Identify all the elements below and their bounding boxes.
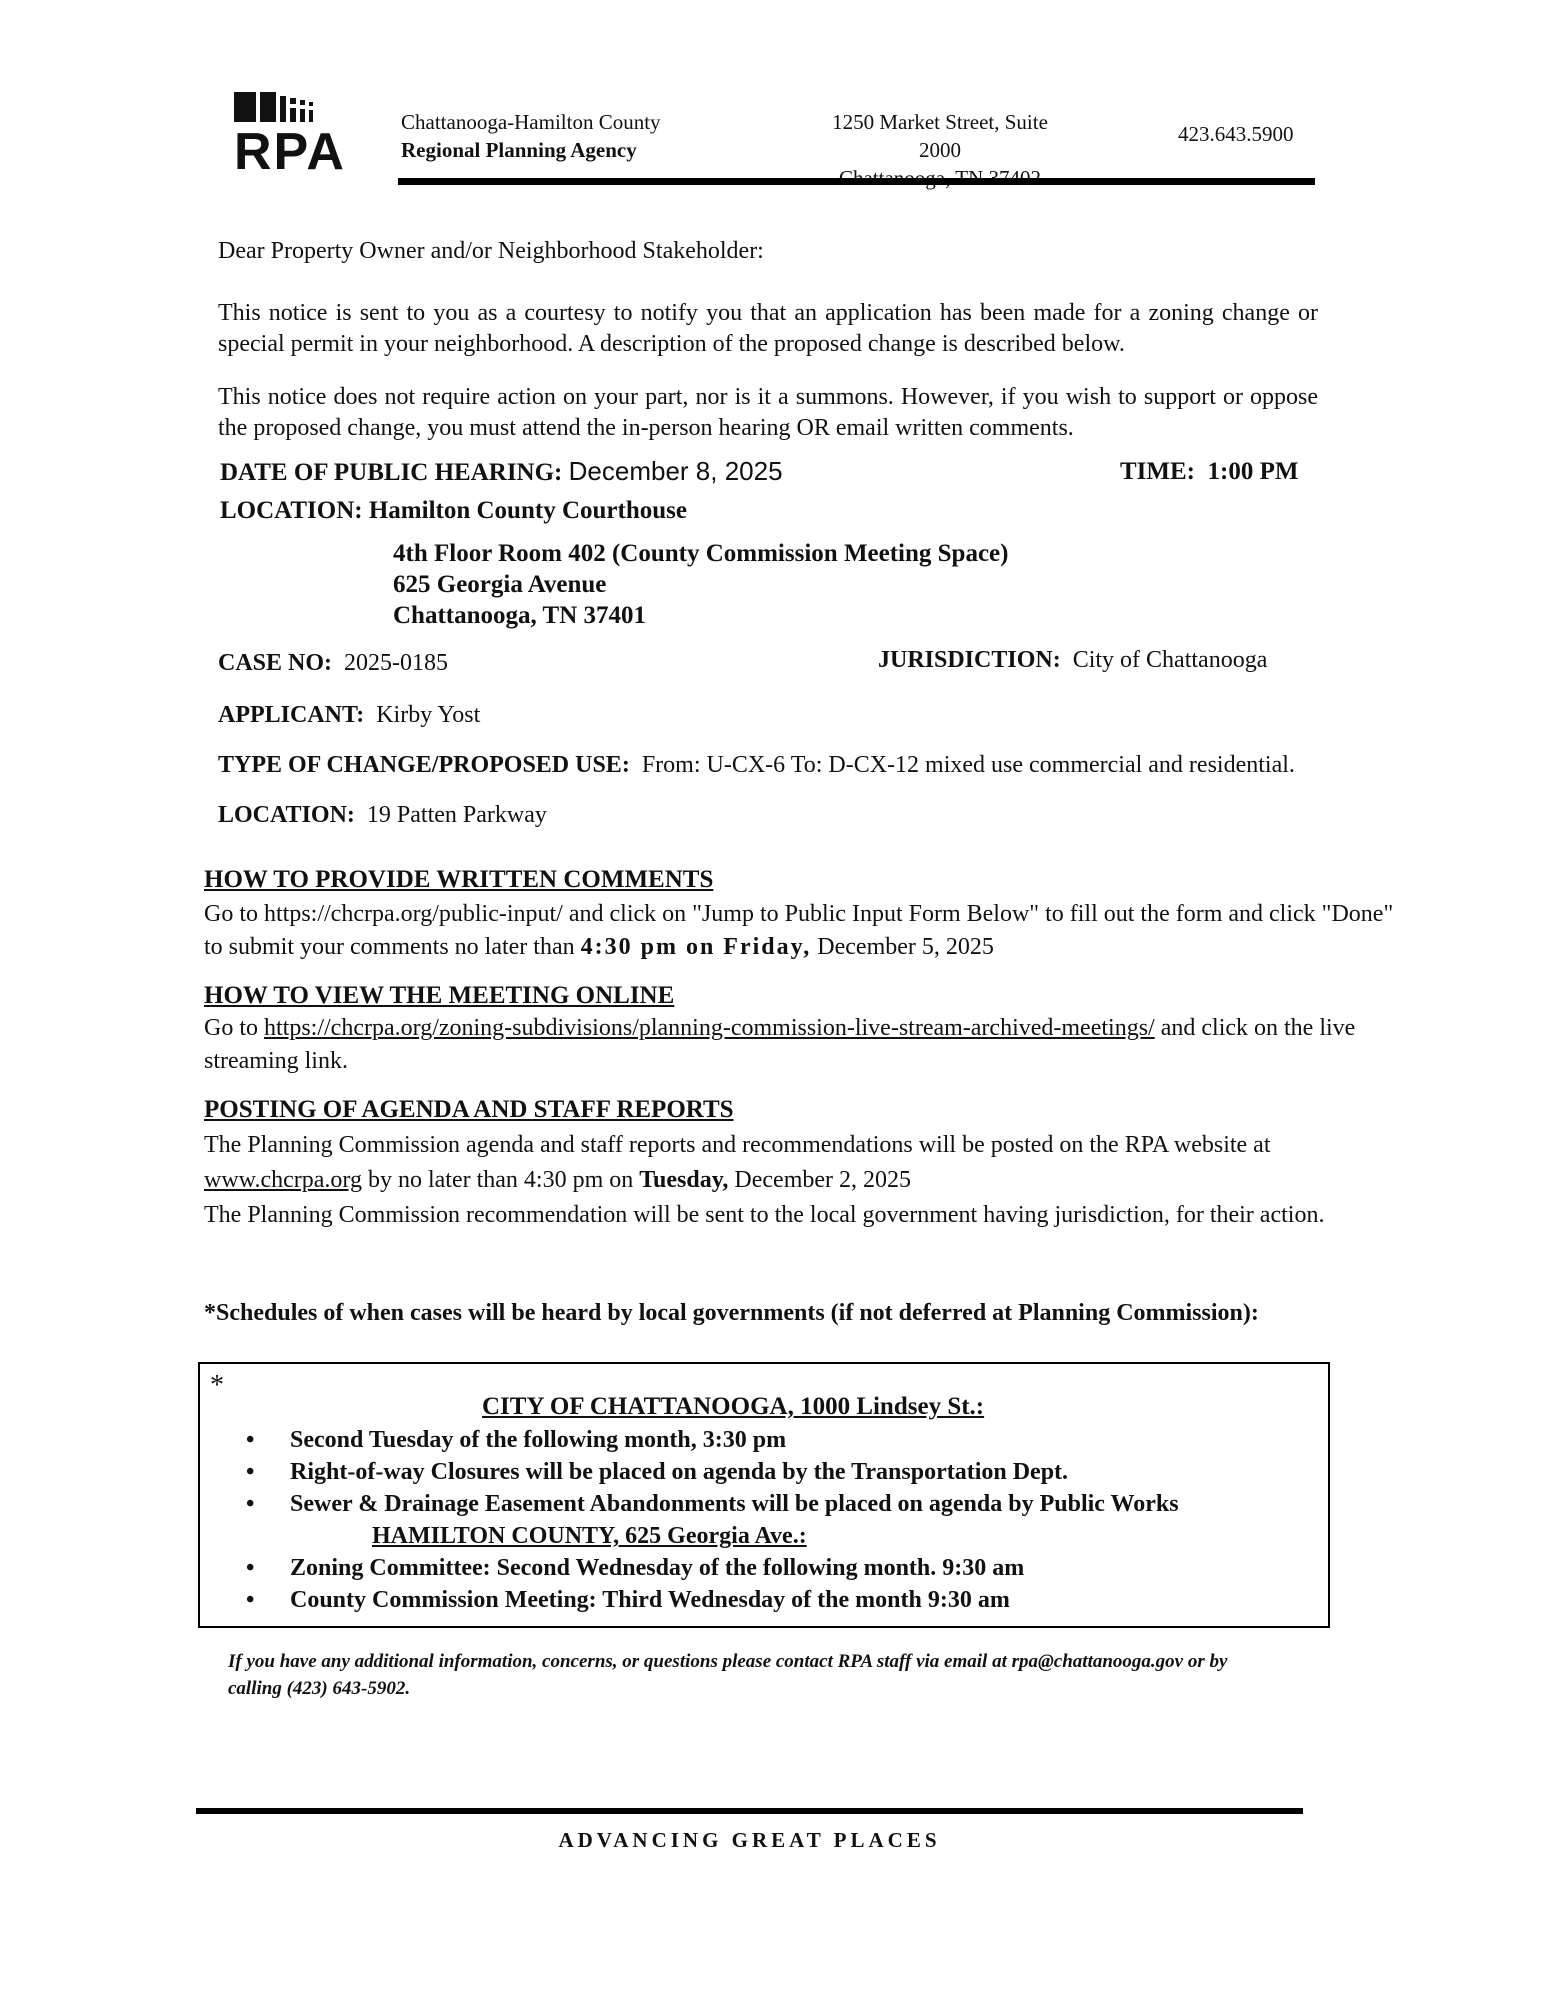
case-number-row (218, 648, 448, 679)
live-stream-link[interactable]: https://chcrpa.org/zoning-subdivisions/planning-commission-live-stream-archived-meetings/ (264, 1015, 1155, 1041)
schedules-intro: *Schedules of when cases will be heard by local governments (if not deferred at Planning Commission): (204, 1300, 1259, 1326)
schedules-list (246, 1424, 1306, 1616)
applicant-value: Kirby Yost (376, 702, 481, 728)
list-item (246, 1424, 1306, 1456)
rpa-website-link[interactable]: www.chcrpa.org (204, 1167, 362, 1193)
posting-text-2: by no later than 4:30 pm on (367, 1167, 634, 1193)
schedules-asterisk: * (210, 1370, 224, 1401)
view-online-go: Go to (204, 1015, 258, 1041)
change-type-value: From: U-CX-6 To: D-CX-12 mixed use commercial and residential. (641, 752, 1295, 778)
change-type-row (218, 750, 1295, 781)
jurisdiction-row (878, 645, 1267, 676)
header-divider (398, 178, 1315, 185)
salutation: Dear Property Owner and/or Neighborhood Stakeholder: (218, 238, 764, 264)
county-schedule-title: HAMILTON COUNTY, 625 Georgia Ave.: (372, 1523, 807, 1549)
county-schedule-item-2: County Commission Meeting: Third Wednesday of the month 9:30 am (290, 1587, 1010, 1613)
county-schedule-item-1: Zoning Committee: Second Wednesday of the following month. 9:30 am (290, 1555, 1025, 1581)
hearing-date-label: DATE OF PUBLIC HEARING: (220, 459, 563, 486)
list-item (246, 1552, 1306, 1584)
written-comments-go: Go to (204, 901, 258, 927)
posting-text-1: The Planning Commission agenda and staff reports and recommendations will be posted on the RPA website at (204, 1132, 1271, 1158)
agency-phone: 423.643.5900 (1178, 122, 1294, 146)
view-online-instructions: and click on the live streaming link. (204, 1015, 1356, 1074)
case-number-value: 2025-0185 (344, 650, 449, 676)
jurisdiction-label: JURISDICTION: (878, 647, 1061, 673)
hearing-location-label: LOCATION: (220, 497, 363, 524)
hearing-time-row (1120, 458, 1298, 486)
public-input-link[interactable]: https://chcrpa.org/public-input/ (264, 901, 563, 927)
case-number-label: CASE NO: (218, 650, 333, 676)
city-schedule-title: CITY OF CHATTANOOGA, 1000 Lindsey St.: (482, 1393, 985, 1420)
written-comments-text (204, 898, 1404, 964)
hearing-location-line-3: 625 Georgia Avenue (393, 571, 607, 598)
posting-text-3: The Planning Commission recommendation will be sent to the local government having jurisdiction, for their action. (204, 1202, 1325, 1228)
agency-name (401, 108, 661, 164)
posting-heading: POSTING OF AGENDA AND STAFF REPORTS (204, 1096, 734, 1123)
agency-line-2: Regional Planning Agency (401, 138, 637, 162)
contact-note: If you have any additional information, concerns, or questions please contact RPA staff via email at rpa@chattanooga.gov or by calling (423) 643-5902. (228, 1651, 1228, 1699)
hearing-location-line-1: Hamilton County Courthouse (368, 497, 687, 524)
intro-paragraph: This notice is sent to you as a courtesy to notify you that an application has been made for a zoning change or special permit in your neighborhood. A description of the proposed change is described below. (218, 300, 1318, 357)
hearing-location-line-4: Chattanooga, TN 37401 (393, 602, 647, 629)
posting-date: December 2, 2025 (734, 1167, 912, 1193)
footer-tagline: ADVANCING GREAT PLACES (558, 1828, 941, 1852)
footer-divider (196, 1808, 1303, 1814)
written-comments-heading: HOW TO PROVIDE WRITTEN COMMENTS (204, 866, 714, 893)
posting-text (204, 1128, 1404, 1233)
applicant-row (218, 700, 480, 731)
list-item (246, 1584, 1306, 1616)
hearing-location-row (220, 497, 687, 525)
city-schedule-item-3: Sewer & Drainage Easement Abandonments will be placed on agenda by Public Works (290, 1491, 1179, 1517)
written-comments-deadline-date: December 5, 2025 (817, 934, 994, 960)
property-location-label: LOCATION: (218, 802, 355, 828)
written-comments-instructions: and click on "Jump to Public Input Form Below" to fill out the form and click "Done" to submit your comments no later than (204, 901, 1394, 960)
list-item (246, 1488, 1306, 1552)
hearing-date-value: December 8, 2025 (568, 456, 783, 486)
list-item (246, 1456, 1306, 1488)
view-online-text (204, 1012, 1404, 1078)
view-online-heading: HOW TO VIEW THE MEETING ONLINE (204, 982, 675, 1009)
hearing-date-row (220, 456, 783, 487)
hearing-location-address (393, 538, 1008, 631)
city-schedule-item-1: Second Tuesday of the following month, 3:30 pm (290, 1427, 787, 1453)
agency-line-1: Chattanooga-Hamilton County (401, 110, 661, 134)
posting-day: Tuesday, (639, 1167, 729, 1193)
hearing-time-value: 1:00 PM (1207, 458, 1299, 485)
applicant-label: APPLICANT: (218, 702, 365, 728)
hearing-location-line-2: 4th Floor Room 402 (County Commission Meeting Space) (393, 540, 1009, 567)
address-line-1: 1250 Market Street, Suite 2000 (832, 110, 1048, 162)
property-location-value: 19 Patten Parkway (366, 802, 547, 828)
city-schedule-item-2: Right-of-way Closures will be placed on agenda by the Transportation Dept. (290, 1459, 1069, 1485)
jurisdiction-value: City of Chattanooga (1072, 647, 1268, 673)
written-comments-deadline: 4:30 pm on Friday, (580, 934, 812, 960)
property-location-row (218, 800, 547, 831)
change-type-label: TYPE OF CHANGE/PROPOSED USE: (218, 752, 630, 778)
hearing-time-label: TIME: (1120, 458, 1195, 485)
rpa-logo-text: RPA (234, 123, 346, 181)
notice-paragraph: This notice does not require action on your part, nor is it a summons. However, if you wish to support or oppose the proposed change, you must attend the in-person hearing OR email written comments. (218, 384, 1318, 441)
